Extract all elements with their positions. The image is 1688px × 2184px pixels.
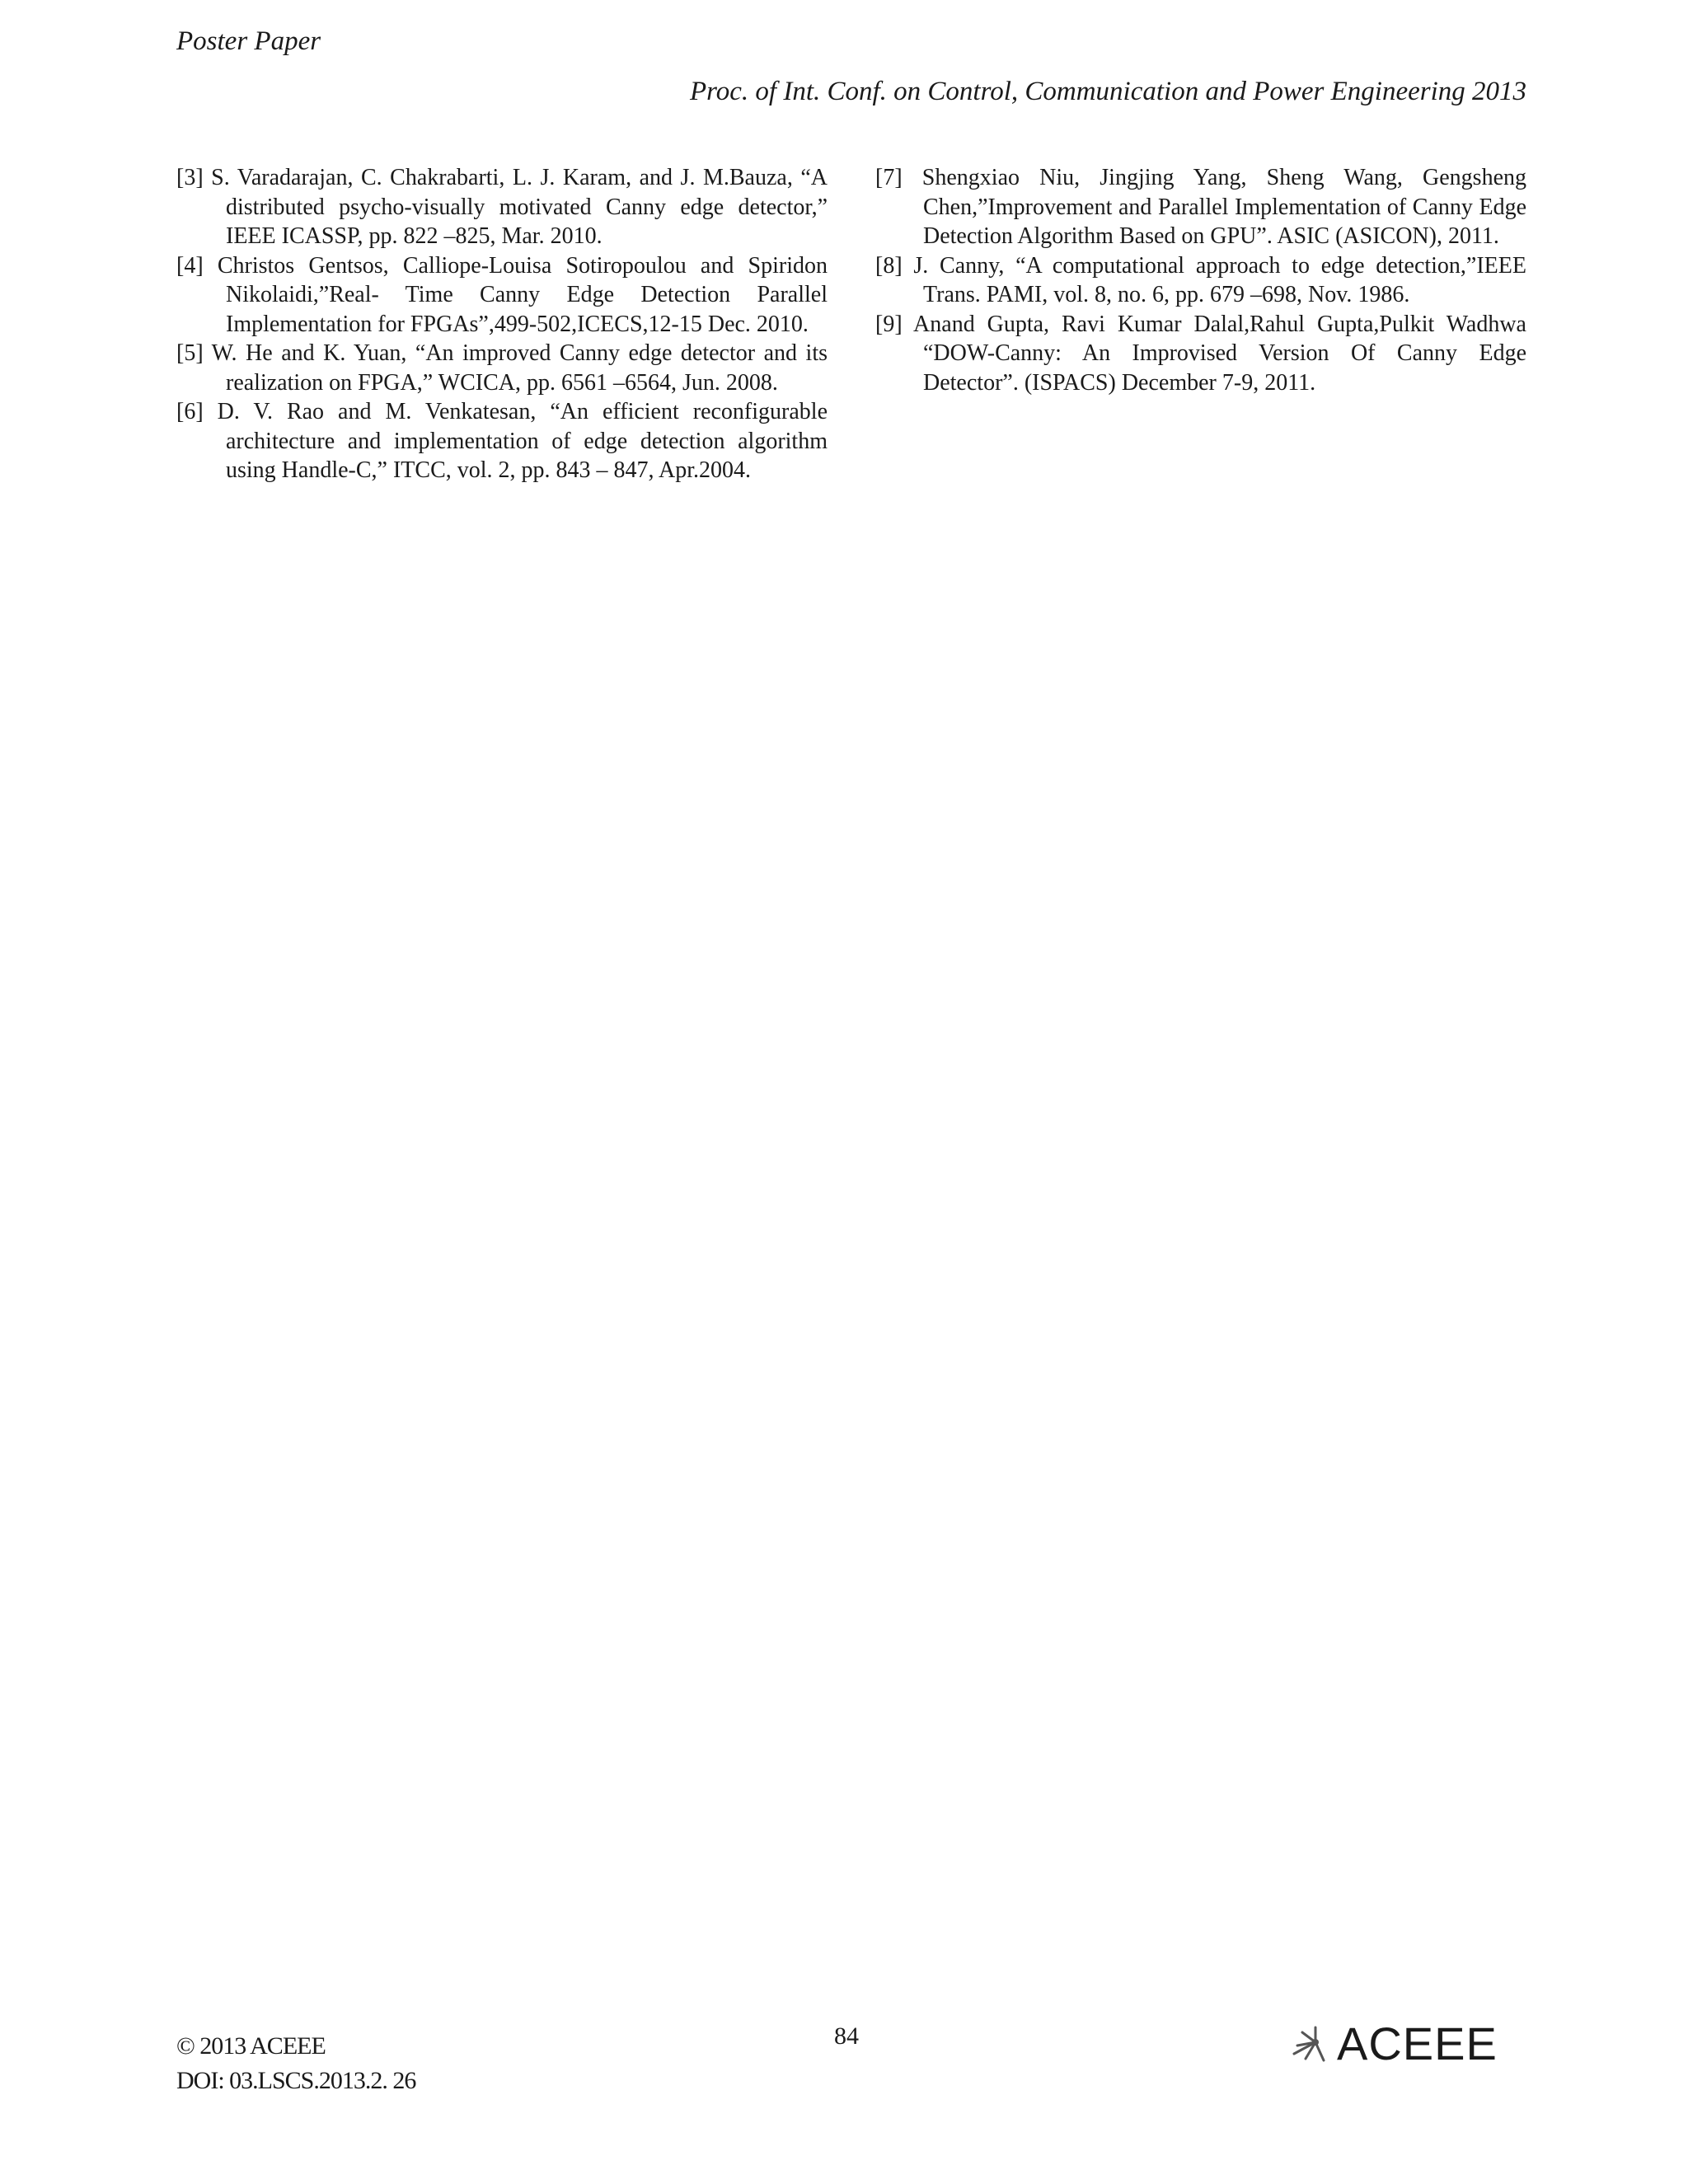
references-column-right <box>875 163 1526 397</box>
references-column-left <box>176 163 828 485</box>
footer-doi: DOI: 03.LSCS.2013.2. 26 <box>176 2067 416 2094</box>
reference-item-9: [9] Anand Gupta, Ravi Kumar Dalal,Rahul Gupta,Pulkit Wadhwa “DOW-Canny: An Improvised Version Of Canny Edge Detector”. (ISPACS) December 7-9, 2011. <box>875 311 1526 396</box>
reference-item-3: [3] S. Varadarajan, C. Chakrabarti, L. J. Karam, and J. M.Bauza, “A distributed psycho-visually motivated Canny edge detector,” IEEE ICASSP, pp. 822 –825, Mar. 2010. <box>176 165 828 249</box>
footer-copyright: © 2013 ACEEE <box>176 2032 326 2060</box>
aceee-star-logo-icon <box>1291 2021 1337 2067</box>
reference-item-7: [7] Shengxiao Niu, Jingjing Yang, Sheng Wang, Gengsheng Chen,”Improvement and Parallel Implementation of Canny Edge Detection Algorithm Based on GPU”. ASIC (ASICON), 2011. <box>875 165 1526 249</box>
running-header-right: Proc. of Int. Conf. on Control, Communication and Power Engineering 2013 <box>689 77 1526 106</box>
aceee-logo-text: ACEEE <box>1337 2018 1498 2069</box>
running-header-left: Poster Paper <box>176 26 321 56</box>
reference-item-8: [8] J. Canny, “A computational approach to edge detection,”IEEE Trans. PAMI, vol. 8, no. 6, pp. 679 –698, Nov. 1986. <box>875 252 1526 307</box>
reference-item-4: [4] Christos Gentsos, Calliope-Louisa Sotiropoulou and Spiridon Nikolaidi,”Real- Time Canny Edge Detection Parallel Implementation for FPGAs”,499-502,ICECS,12-15 Dec. 2010. <box>176 252 828 337</box>
footer-copyright-block <box>176 2029 415 2098</box>
aceee-logo <box>1291 2018 1498 2069</box>
reference-item-6: [6] D. V. Rao and M. Venkatesan, “An efficient reconfigurable architecture and implementation of edge detection algorithm using Handle-C,” ITCC, vol. 2, pp. 843 – 847, Apr.2004. <box>176 399 828 483</box>
page-number: 84 <box>834 2022 859 2050</box>
reference-item-5: [5] W. He and K. Yuan, “An improved Canny edge detector and its realization on FPGA,” WCICA, pp. 6561 –6564, Jun. 2008. <box>176 340 828 396</box>
